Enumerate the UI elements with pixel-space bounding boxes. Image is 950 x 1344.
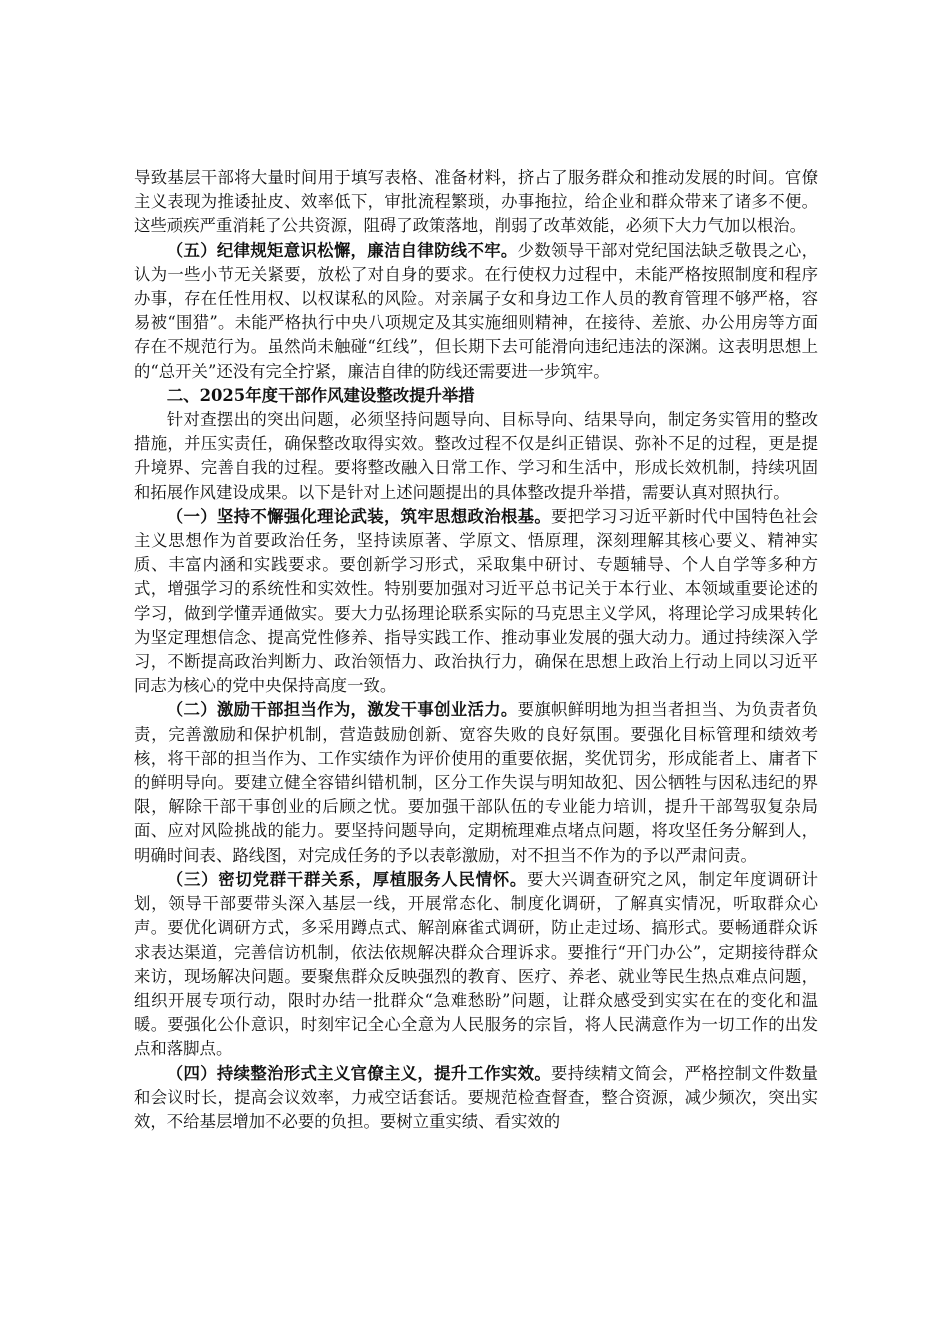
document-page: [134, 166, 818, 1134]
paragraph-continuation: [134, 166, 818, 239]
paragraph-text: 少数领导干部对党纪国法缺乏敬畏之心，认为一些小节无关紧要，放松了对自身的要求。在行使权力过程中，未能严格按照制度和程序办事，存在任性用权、以权谋私的风险。对亲属子女和身边工作人员的教育管理不够严格，容易被“围猎”。未能严格执行中央八项规定及其实施细则精神，在接待、差旅、办公用房等方面存在不规范行为。虽然尚未触碰“红线”，但长期下去可能滑向违纪违法的深渊。这表明思想上的“总开关”还没有完全拧紧，廉洁自律的防线还需要进一步筑牢。: [134, 240, 819, 381]
item-heading: （五）纪律规矩意识松懈，廉洁自律防线不牢。: [166, 240, 518, 260]
paragraph-text: 要旗帜鲜明地为担当者担当、为负责者负责，完善激励和保护机制，营造鼓励创新、宽容失败的良好氛围。要强化目标管理和绩效考核，将干部的担当作为、工作实绩作为评价使用的重要依据，奖优罚劣，形成能者上、庸者下的鲜明导向。要建立健全容错纠错机制，区分工作失误与明知故犯、因公牺牲与因私违纪的界限，解除干部干事创业的后顾之忧。要加强干部队伍的专业能力培训，提升干部驾驭复杂局面、应对风险挑战的能力。要坚持问题导向，定期梳理难点堵点问题，将攻坚任务分解到人，明确时间表、路线图，对完成任务的予以表彰激励，对不担当不作为的予以严肃问责。: [134, 700, 819, 865]
paragraph-measure-3: [134, 868, 818, 1062]
paragraph-measure-2: [134, 698, 818, 867]
paragraph-text: 针对查摆出的突出问题，必须坚持问题导向、目标导向、结果导向，制定务实管用的整改措施，并压实责任，确保整改取得实效。整改过程不仅是纠正错误、弥补不足的过程，更是提升境界、完善自我的过程。要将整改融入日常工作、学习和生活中，形成长效机制，持续巩固和拓展作风建设成果。以下是针对上述问题提出的具体整改提升举措，需要认真对照执行。: [134, 410, 818, 502]
item-heading: （三）密切党群干群关系，厚植服务人民情怀。: [166, 869, 528, 889]
section-heading: 二、2025年度干部作风建设整改提升举措: [166, 385, 475, 405]
paragraph-measure-4: [134, 1062, 818, 1135]
paragraph-item-5: [134, 239, 818, 384]
paragraph-text: 要大兴调查研究之风，制定年度调研计划，领导干部要带头深入基层一线，开展常态化、制度化调研，了解真实情况，听取群众心声。要优化调研方式，多采用蹲点式、解剖麻雀式调研，防止走过场、搞形式。要畅通群众诉求表达渠道，完善信访机制，依法依规解决群众合理诉求。要推行“开门办公”，定期接待群众来访，现场解决问题。要聚焦群众反映强烈的教育、医疗、养老、就业等民生热点难点问题，组织开展专项行动，限时办结一批群众“急难愁盼”问题，让群众感受到实实在在的变化和温暖。要强化公仆意识，时刻牢记全心全意为人民服务的宗旨，将人民满意作为一切工作的出发点和落脚点。: [134, 869, 819, 1059]
item-heading: （四）持续整治形式主义官僚主义，提升工作实效。: [166, 1063, 552, 1083]
paragraph-text: 要持续精文简会，严格控制文件数量和会议时长，提高会议效率，力戒空话套话。要规范检查督查，整合资源，减少频次，突出实效，不给基层增加不必要的负担。要树立重实绩、看实效的: [134, 1063, 819, 1131]
paragraph-text: 导致基层干部将大量时间用于填写表格、准备材料，挤占了服务群众和推动发展的时间。官僚主义表现为推诿扯皮、效率低下，审批流程繁琐，办事拖拉，给企业和群众带来了诸多不便。这些顽疾严重消耗了公共资源，阻碍了政策落地，削弱了改革效能，必须下大力气加以根治。: [134, 168, 818, 236]
paragraph-text: 要把学习习近平新时代中国特色社会主义思想作为首要政治任务，坚持读原著、学原文、悟原理，深刻理解其核心要义、精神实质、丰富内涵和实践要求。要创新学习形式，采取集中研讨、专题辅导、个人自学等多种方式，增强学习的系统性和实效性。特别要加强对习近平总书记关于本行业、本领域重要论述的学习，做到学懂弄通做实。要大力弘扬理论联系实际的马克思主义学风，将理论学习成果转化为坚定理想信念、提高党性修养、指导实践工作、推动事业发展的强大动力。通过持续深入学习，不断提高政治判断力、政治领悟力、政治执行力，确保在思想上政治上行动上同以习近平同志为核心的党中央保持高度一致。: [134, 506, 819, 696]
item-heading: （二）激励干部担当作为，激发干事创业活力。: [166, 700, 518, 720]
item-heading: （一）坚持不懈强化理论武装，筑牢思想政治根基。: [166, 506, 552, 526]
paragraph-intro: [134, 408, 818, 505]
paragraph-measure-1: [134, 505, 818, 699]
